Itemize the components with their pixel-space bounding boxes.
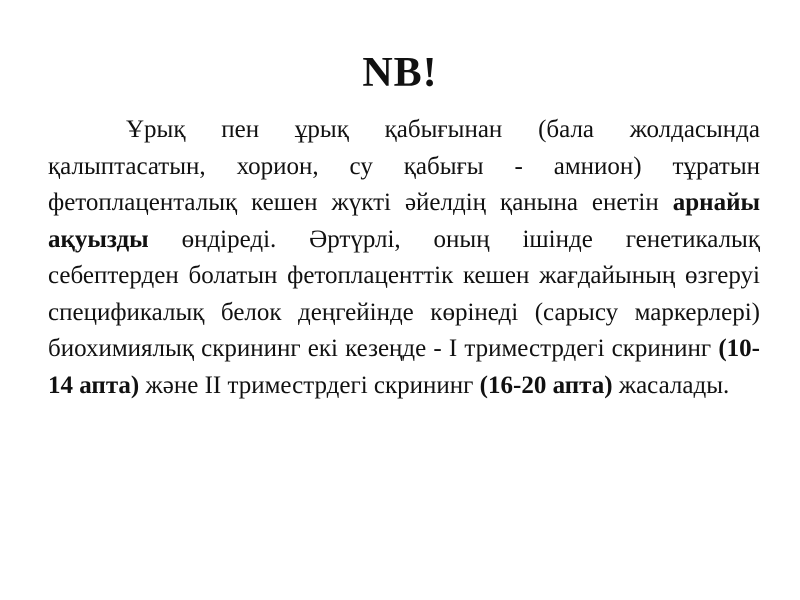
paragraph-text-3: және II триместрдегі скрининг: [139, 371, 480, 399]
paragraph-text-4: жасалады.: [612, 371, 730, 399]
bold-term-specific-protein: арнайы ақуызды: [48, 189, 760, 253]
slide-title: NB!: [362, 50, 438, 96]
bold-term-first-trimester-weeks: (10-14 апта): [48, 335, 760, 399]
paragraph-text-2: өндіреді. Әртүрлі, оның ішінде генетикалық себептерден болатын фетоплаценттік кешен жағдайының өзгеруі спецификалық белок деңгейінде көрінеді (сарысу маркерлері) биохимиялық скрининг екі кезеңде - I триместрдегі скрининг: [48, 225, 760, 362]
paragraph-text-1: Ұрық пен ұрық қабығынан (бала жолдасында қалыптасатын, хорион, су қабығы - амнион) тұратын фетоплаценталық кешен жүкті әйелдің қанына енетін: [48, 116, 760, 216]
body-paragraph: [48, 112, 760, 404]
bold-term-second-trimester-weeks: (16-20 апта): [479, 371, 613, 399]
